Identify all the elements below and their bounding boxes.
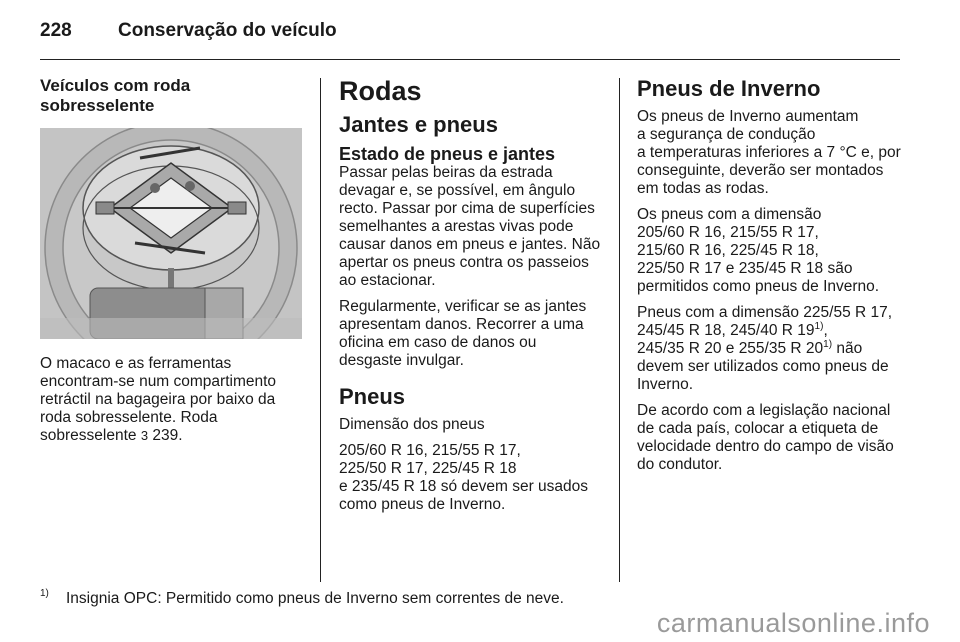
header-rule [40,59,900,60]
watermark: carmanualsonline.info [656,608,930,638]
page-number: 228 [40,20,72,41]
column-3 [637,76,903,482]
spare-wheel-jack-illustration [40,128,302,339]
heading-estado-pneus: Estado de pneus e jantes [339,144,556,164]
page-header [40,20,337,42]
footnote [40,590,564,608]
paragraph-check-rims: Regularmente, verificar se as jantes apresentam danos. Recorrer a uma oficina em caso de danos ou desgaste invulgar. [339,298,587,369]
footnote-marker: 1) [40,588,49,599]
footnote-ref-2: 1) [823,338,833,350]
spare-wheel-heading: Veículos com roda sobresselente [40,76,191,115]
jack-caption-text: O macaco e as ferramentas encontram-se num compartimento retráctil na bagageira por baixo da roda sobresselente. Roda sobresselente [40,355,277,444]
paragraph-permitted-sizes: Os pneus com a dimensão 205/60 R 16, 215/55 R 17, 215/60 R 16, 225/45 R 18, 225/50 R 17 e 235/45 R 18 são permitidos como pneus de Inverno. [637,206,880,295]
column-divider-1 [320,78,321,582]
paragraph-tyre-size-label: Dimensão dos pneus [339,416,485,433]
footnote-ref-1: 1) [814,320,824,332]
footnote-text: Insignia OPC: Permitido como pneus de Inverno sem correntes de neve. [66,590,564,607]
paragraph-road-edges: Passar pelas beiras da estrada devagar e, se possível, em ângulo recto. Passar por cima de superfícies semelhantes a arestas vivas pode causar danos em pneus e jantes. Não apertar os pneus contra os passeios ao estacionar. [339,164,601,289]
paragraph-winter-only-sizes: 205/60 R 16, 215/55 R 17, 225/50 R 17, 225/45 R 18 e 235/45 R 18 só devem ser usados como pneus de Inverno. [339,442,589,513]
paragraph-winter-safety: Os pneus de Inverno aumentam a segurança de condução a temperaturas inferiores a 7 °C e, por conseguinte, deverão ser montados em todas as rodas. [637,108,901,197]
section-title-rodas: Rodas [339,76,422,106]
heading-pneus-inverno: Pneus de Inverno [637,76,821,101]
paragraph-speed-label: De acordo com a legislação nacional de cada país, colocar a etiqueta de velocidade dentro do campo de visão do condutor. [637,402,894,473]
heading-pneus: Pneus [339,384,406,409]
jack-tools-image [40,128,302,339]
column-divider-2 [619,78,620,582]
column-2 [339,76,603,522]
chapter-title: Conservação do veículo [118,20,337,41]
subsection-title-jantes: Jantes e pneus [339,112,498,137]
paragraph-not-permitted-sizes [637,304,903,394]
jack-caption [40,355,302,445]
not-permitted-text-c: não devem ser utilizados como pneus de Inverno. [637,340,889,393]
not-permitted-text-a: Pneus com a dimensão 225/55 R 17, 245/45 R 18, 245/40 R 19 [637,304,893,339]
column-1 [40,76,302,453]
reference-arrow-icon: 3 [140,428,149,443]
not-permitted-text-b: , 245/35 R 20 e 255/35 R 20 [637,322,828,357]
reference-page: 239. [152,427,183,444]
